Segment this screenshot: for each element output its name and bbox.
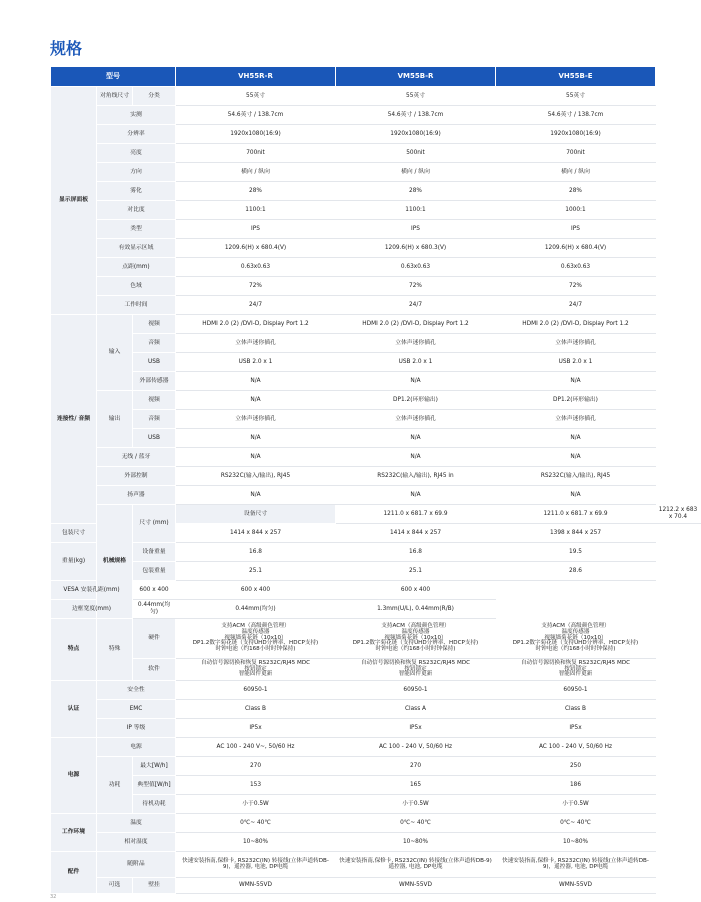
spec-value: HDMI 2.0 (2) /DVI-D, Display Port 1.2	[496, 315, 656, 334]
spec-value: N/A	[336, 429, 496, 448]
spec-value: 横向 / 纵向	[336, 163, 496, 182]
spec-row-wall-mount	[51, 878, 701, 894]
spec-label: 音频	[133, 410, 176, 429]
spec-label: VESA 安装孔距(mm)	[51, 581, 133, 600]
spec-value: 小于0.5W	[176, 795, 336, 814]
spec-value: 1.3mm(U/L), 0.44mm(R/B)	[336, 600, 496, 619]
table-header-row	[51, 67, 701, 87]
spec-value: N/A	[336, 448, 496, 467]
spec-row-in-sensor	[51, 372, 701, 391]
spec-row-contrast	[51, 201, 701, 220]
spec-value: 186	[496, 776, 656, 795]
spec-value: 600 x 400	[133, 581, 176, 600]
spec-value: 24/7	[496, 296, 656, 315]
spec-value: 16.8	[336, 543, 496, 562]
spec-row-device-weight	[51, 543, 701, 562]
spec-value: 0.44mm(均匀)	[133, 600, 176, 619]
spec-label: 有效显示区域	[97, 239, 176, 258]
spec-row-diag	[51, 87, 701, 106]
spec-value: USB 2.0 x 1	[176, 353, 336, 372]
spec-label: 壁挂	[133, 878, 176, 894]
spec-row-in-usb	[51, 353, 701, 372]
spec-value: USB 2.0 x 1	[336, 353, 496, 372]
spec-row-max	[51, 757, 701, 776]
spec-value: 1211.0 x 681.7 x 69.9	[496, 505, 656, 524]
spec-row-out-audio	[51, 410, 701, 429]
spec-value: 1398 x 844 x 257	[496, 524, 656, 543]
spec-value: 快速安装指南,保修卡, RS232C(IN) 转接线(立体声道转DB-9)，遥控器, 电池, DP电缆	[496, 852, 656, 878]
spec-value: 立体声迷你插孔	[496, 410, 656, 429]
spec-label: 音频	[133, 334, 176, 353]
spec-value: 60950-1	[496, 681, 656, 700]
spec-value: IPS	[496, 220, 656, 239]
model-name: VM55B-R	[336, 67, 496, 87]
spec-value: 55英寸	[336, 87, 496, 106]
page-title: 规格	[50, 39, 83, 58]
spec-label: 对角线尺寸	[97, 87, 133, 106]
spec-value: 0.63x0.63	[336, 258, 496, 277]
spec-value: 55英寸	[176, 87, 336, 106]
spec-value: USB 2.0 x 1	[496, 353, 656, 372]
spec-value: IPS	[336, 220, 496, 239]
spec-label: 分辨率	[97, 125, 176, 144]
spec-value: 0.44mm(均匀)	[176, 600, 336, 619]
spec-value: 横向 / 纵向	[176, 163, 336, 182]
spec-label: 尺寸 (mm)	[133, 505, 176, 543]
spec-value: 60950-1	[336, 681, 496, 700]
spec-group-label: 认证	[51, 681, 97, 738]
spec-row-hardware	[51, 619, 701, 659]
spec-value: 10~80%	[496, 833, 656, 852]
spec-group-label: 配件	[51, 852, 97, 894]
spec-row-package-weight	[51, 562, 701, 581]
spec-row-ext-control	[51, 467, 701, 486]
spec-label: 典型值[W/h]	[133, 776, 176, 795]
spec-value: HDMI 2.0 (2) /DVI-D, Display Port 1.2	[336, 315, 496, 334]
spec-value: 700nit	[496, 144, 656, 163]
page-number: 32	[50, 894, 57, 900]
spec-value: IP5x	[496, 719, 656, 738]
spec-label: 相对湿度	[97, 833, 176, 852]
model-label: 型号	[51, 67, 176, 87]
spec-value: 54.6英寸 / 138.7cm	[336, 106, 496, 125]
spec-value: 1100:1	[176, 201, 336, 220]
spec-value: 自动信号源切换和恢复 RS232C/RJ45 MDC 按钮锁定 智能固件更新	[176, 659, 336, 681]
spec-value: AC 100 - 240 V, 50/60 Hz	[496, 738, 656, 757]
spec-label: 随附品	[97, 852, 176, 878]
spec-label: 特殊	[97, 619, 133, 681]
spec-value: HDMI 2.0 (2) /DVI-D, Display Port 1.2	[176, 315, 336, 334]
spec-value: 1211.0 x 681.7 x 69.9	[336, 505, 496, 524]
spec-label: 设备尺寸	[176, 505, 336, 524]
spec-value: N/A	[336, 372, 496, 391]
spec-value: 25.1	[336, 562, 496, 581]
spec-value: WMN-55VD	[496, 878, 656, 894]
spec-value: 28%	[176, 182, 336, 201]
spec-row-haze	[51, 182, 701, 201]
spec-value: 快速安装指南,保修卡, RS232C(IN) 转接线(立体声道转DB-9) 遥控器, 电池, DP电缆	[336, 852, 496, 878]
spec-value: N/A	[496, 372, 656, 391]
spec-row-software	[51, 659, 701, 681]
spec-label: 工作时间	[97, 296, 176, 315]
spec-value: 0.63x0.63	[496, 258, 656, 277]
spec-value: N/A	[496, 448, 656, 467]
spec-row-orientation	[51, 163, 701, 182]
spec-label: 扬声器	[97, 486, 176, 505]
spec-label: USB	[133, 353, 176, 372]
spec-group-label: 机械规格	[97, 505, 133, 619]
spec-value: 28%	[336, 182, 496, 201]
spec-group-label: 特点	[51, 619, 97, 681]
spec-value: 19.5	[496, 543, 656, 562]
spec-label: 温度	[97, 814, 176, 833]
spec-value: 270	[176, 757, 336, 776]
spec-label: 分类	[133, 87, 176, 106]
spec-group-label: 连接性/ 音频	[51, 315, 97, 524]
spec-value: IPS	[176, 220, 336, 239]
spec-value: 0℃~ 40℃	[176, 814, 336, 833]
spec-value: 小于0.5W	[496, 795, 656, 814]
spec-value: 72%	[336, 277, 496, 296]
spec-value: 自动信号源切换和恢复 RS232C/RJ45 MDC 按钮锁定 智能固件更新	[336, 659, 496, 681]
spec-label: 外部控制	[97, 467, 176, 486]
spec-row-temperature	[51, 814, 701, 833]
spec-value: 0℃~ 40℃	[496, 814, 656, 833]
spec-value: 1920x1080(16:9)	[496, 125, 656, 144]
spec-value: 10~80%	[336, 833, 496, 852]
spec-row-out-video	[51, 391, 701, 410]
spec-value: 28%	[496, 182, 656, 201]
spec-label: 输出	[97, 391, 133, 448]
spec-value: Class A	[336, 700, 496, 719]
spec-value: Class B	[176, 700, 336, 719]
spec-value: 支持ACM（高级颜色管理） 温度传感器 视频墙菊花链（10x10） DP1.2数字菊花链（支持UHD分辨率、HDCP支持) 时钟电池（约168小时时钟保持)	[336, 619, 496, 659]
spec-value: 54.6英寸 / 138.7cm	[176, 106, 336, 125]
spec-value: RS232C(输入/输出), RJ45	[176, 467, 336, 486]
spec-value: 10~80%	[176, 833, 336, 852]
spec-value: 快速安装指南,保修卡, RS232C(IN) 转接线(立体声道转DB-9)，遥控器, 电池, DP电缆	[176, 852, 336, 878]
spec-value: RS232C(输入/输出), RJ45 in	[336, 467, 496, 486]
spec-value: N/A	[336, 486, 496, 505]
spec-value: 立体声迷你插孔	[176, 334, 336, 353]
spec-label: 软件	[133, 659, 176, 681]
spec-label: 硬件	[133, 619, 176, 659]
spec-group-label: 电源	[51, 738, 97, 814]
spec-label: 对比度	[97, 201, 176, 220]
spec-value: 153	[176, 776, 336, 795]
spec-value: Class B	[496, 700, 656, 719]
spec-row-device-size	[51, 505, 701, 524]
spec-label: 点距(mm)	[97, 258, 176, 277]
spec-label: 设备重量	[133, 543, 176, 562]
spec-value: 立体声迷你插孔	[176, 410, 336, 429]
spec-row-type	[51, 220, 701, 239]
spec-row-safety	[51, 681, 701, 700]
spec-value: DP1.2(环形输出)	[496, 391, 656, 410]
spec-value: N/A	[496, 486, 656, 505]
spec-label: 外部传感器	[133, 372, 176, 391]
spec-value: WMN-55VD	[336, 878, 496, 894]
spec-value: 72%	[176, 277, 336, 296]
spec-row-wireless	[51, 448, 701, 467]
spec-value: N/A	[176, 372, 336, 391]
spec-value: 支持ACM（高级颜色管理） 温度传感器 视频墙菊花链（10x10） DP1.2数字菊花链（支持UHD分辨率、HDCP支持) 时钟电池（约168小时时钟保持)	[496, 619, 656, 659]
spec-row-brightness	[51, 144, 701, 163]
spec-label: 安全性	[97, 681, 176, 700]
spec-row-pixel-pitch	[51, 258, 701, 277]
spec-label: 最大[W/h]	[133, 757, 176, 776]
spec-value: 600 x 400	[176, 581, 336, 600]
spec-label: 包装尺寸	[51, 524, 97, 543]
spec-value: 1920x1080(16:9)	[176, 125, 336, 144]
spec-label: 输入	[97, 315, 133, 391]
spec-label: USB	[133, 429, 176, 448]
spec-row-gamut	[51, 277, 701, 296]
spec-label: 雾化	[97, 182, 176, 201]
spec-row-out-usb	[51, 429, 701, 448]
spec-value: 0℃~ 40℃	[336, 814, 496, 833]
spec-value: AC 100 - 240 V, 50/60 Hz	[336, 738, 496, 757]
model-name: VH55B-E	[496, 67, 656, 87]
spec-row-in-audio	[51, 334, 701, 353]
spec-value: 立体声迷你插孔	[496, 334, 656, 353]
spec-label: 视频	[133, 391, 176, 410]
spec-label: 待机功耗	[133, 795, 176, 814]
spec-row-standby	[51, 795, 701, 814]
spec-row-power-supply	[51, 738, 701, 757]
spec-value: N/A	[176, 391, 336, 410]
spec-value: 立体声迷你插孔	[336, 334, 496, 353]
spec-label: 可选	[97, 878, 133, 894]
spec-value: IP5x	[176, 719, 336, 738]
spec-value: 700nit	[176, 144, 336, 163]
spec-row-typical	[51, 776, 701, 795]
spec-label: EMC	[97, 700, 176, 719]
spec-row-resolution	[51, 125, 701, 144]
spec-value: 1100:1	[336, 201, 496, 220]
spec-value: N/A	[176, 448, 336, 467]
spec-value: 54.6英寸 / 138.7cm	[496, 106, 656, 125]
spec-value: 1212.2 x 683 x 70.4	[656, 505, 701, 524]
spec-label: 类型	[97, 220, 176, 239]
spec-value: 25.1	[176, 562, 336, 581]
spec-value: DP1.2(环形输出)	[336, 391, 496, 410]
spec-label: 边框宽度(mm)	[51, 600, 133, 619]
spec-value: RS232C(输入/输出), RJ45	[496, 467, 656, 486]
spec-value: 1920x1080(16:9)	[336, 125, 496, 144]
spec-value: AC 100 - 240 V~, 50/60 Hz	[176, 738, 336, 757]
spec-row-active-area	[51, 239, 701, 258]
spec-value: 1000:1	[496, 201, 656, 220]
spec-value: 24/7	[176, 296, 336, 315]
spec-value: 自动信号源切换和恢复 RS232C/RJ45 MDC 按钮锁定 智能固件更新	[496, 659, 656, 681]
spec-label: 方向	[97, 163, 176, 182]
spec-group-label: 显示屏面板	[51, 87, 97, 315]
spec-row-work-time	[51, 296, 701, 315]
spec-label: 包装重量	[133, 562, 176, 581]
spec-label: IP 等级	[97, 719, 176, 738]
spec-label: 色域	[97, 277, 176, 296]
spec-value: 270	[336, 757, 496, 776]
spec-row-included	[51, 852, 701, 878]
spec-value: 小于0.5W	[336, 795, 496, 814]
spec-label: 重量(kg)	[51, 543, 97, 581]
spec-row-in-video	[51, 315, 701, 334]
spec-value: 72%	[496, 277, 656, 296]
spec-value: 立体声迷你插孔	[336, 410, 496, 429]
spec-value: 24/7	[336, 296, 496, 315]
spec-value: 1209.6(H) x 680.4(V)	[496, 239, 656, 258]
spec-row-speaker	[51, 486, 701, 505]
spec-value: 0.63x0.63	[176, 258, 336, 277]
spec-label: 视频	[133, 315, 176, 334]
spec-row-humidity	[51, 833, 701, 852]
spec-value: N/A	[176, 429, 336, 448]
spec-value: 16.8	[176, 543, 336, 562]
spec-label: 电源	[97, 738, 176, 757]
spec-table	[50, 66, 701, 894]
spec-row-actual	[51, 106, 701, 125]
model-name: VH55R-R	[176, 67, 336, 87]
spec-value: 55英寸	[496, 87, 656, 106]
spec-value: 600 x 400	[336, 581, 496, 600]
spec-label: 无线 / 蓝牙	[97, 448, 176, 467]
spec-value: 1414 x 844 x 257	[176, 524, 336, 543]
spec-label: 实测	[97, 106, 176, 125]
spec-row-emc	[51, 700, 701, 719]
spec-value: 1209.6(H) x 680.4(V)	[176, 239, 336, 258]
spec-value: 60950-1	[176, 681, 336, 700]
spec-label: 亮度	[97, 144, 176, 163]
spec-group-label: 工作环境	[51, 814, 97, 852]
spec-value: 165	[336, 776, 496, 795]
spec-value: 250	[496, 757, 656, 776]
spec-value: N/A	[176, 486, 336, 505]
spec-row-bezel	[51, 600, 701, 619]
spec-value: 500nit	[336, 144, 496, 163]
spec-row-vesa	[51, 581, 701, 600]
spec-value: 横向 / 纵向	[496, 163, 656, 182]
spec-value: WMN-55VD	[176, 878, 336, 894]
spec-value: 1209.6(H) x 680.3(V)	[336, 239, 496, 258]
spec-value: 支持ACM（高级颜色管理） 温度传感器 视频墙菊花链（10x10） DP1.2数字菊花链（支持UHD分辨率、HDCP支持) 时钟电池（约168小时时钟保持)	[176, 619, 336, 659]
spec-value: 1414 x 844 x 257	[336, 524, 496, 543]
spec-label: 功耗	[97, 757, 133, 814]
spec-value: 28.6	[496, 562, 656, 581]
spec-value: IP5x	[336, 719, 496, 738]
spec-row-ip	[51, 719, 701, 738]
spec-value: N/A	[496, 429, 656, 448]
